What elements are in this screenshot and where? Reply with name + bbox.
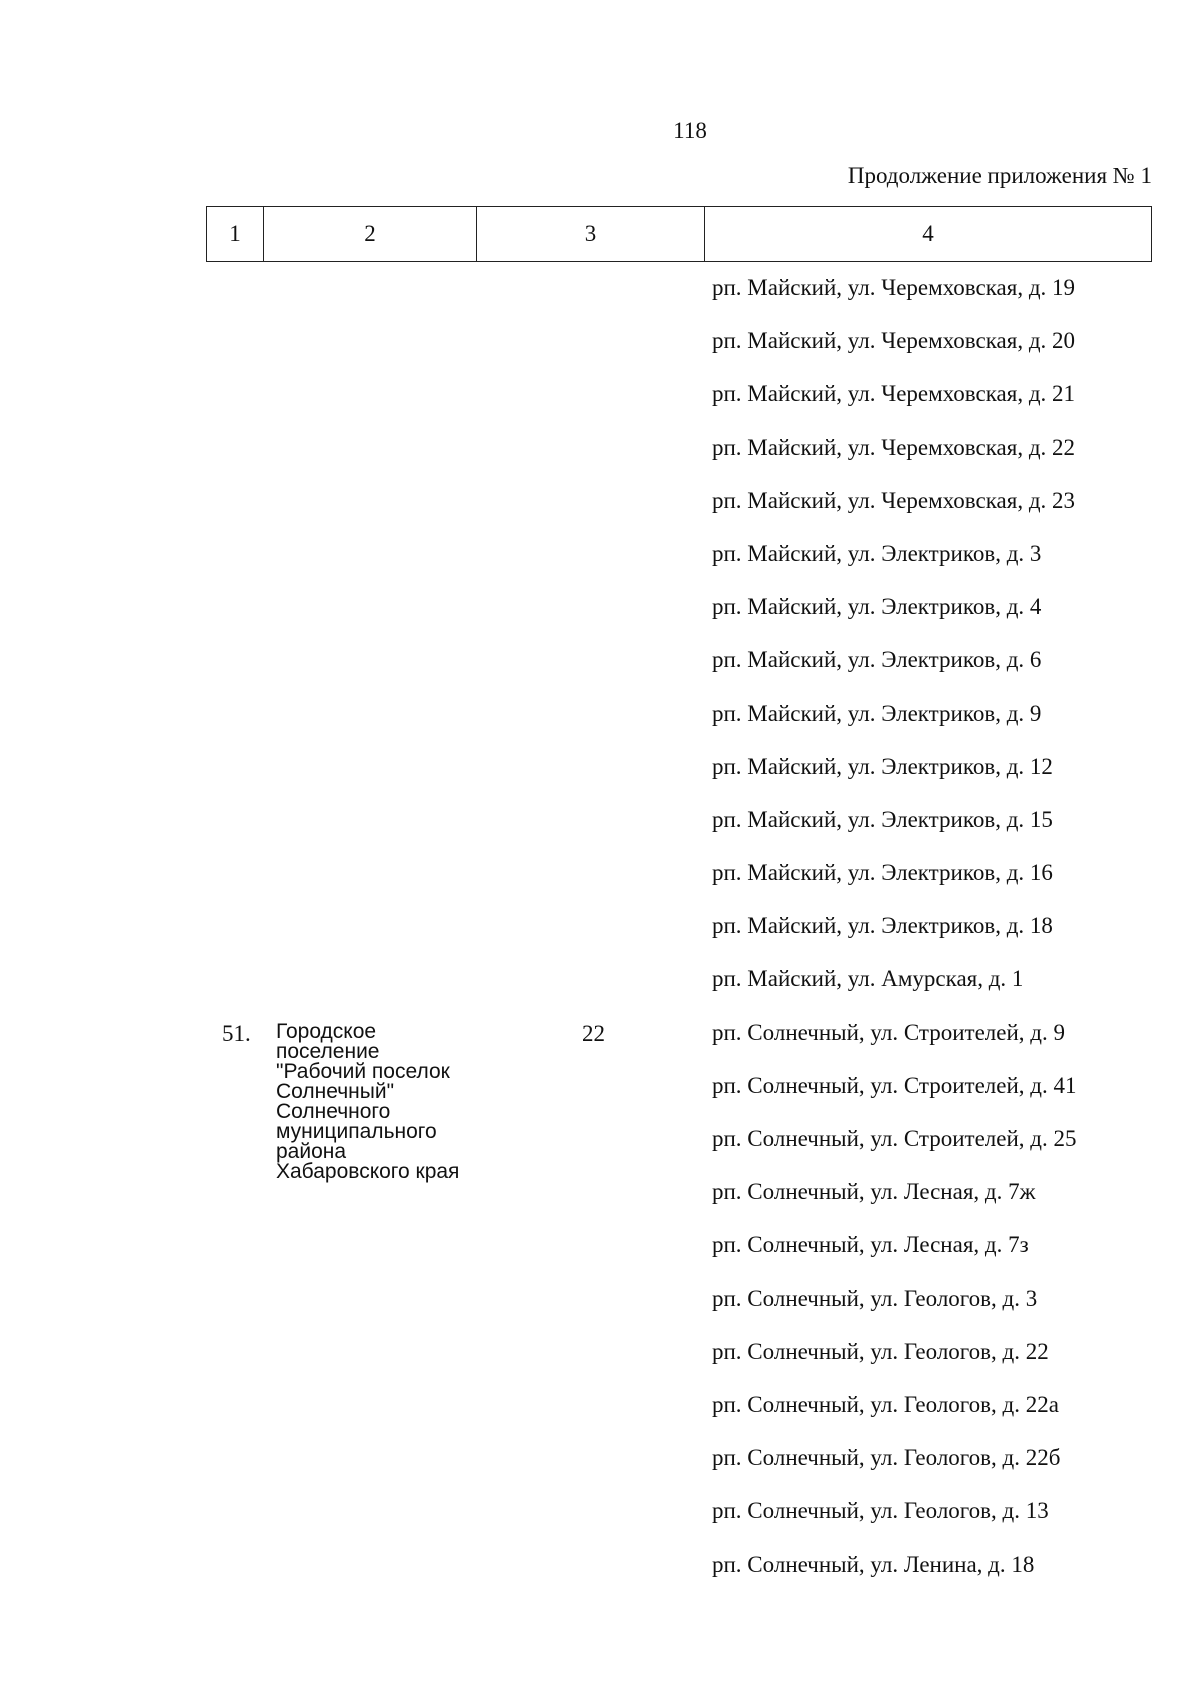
address-item: рп. Майский, ул. Электриков, д. 15: [712, 806, 1053, 832]
address-list: [712, 273, 1077, 1603]
address-item: рп. Майский, ул. Электриков, д. 6: [712, 647, 1042, 673]
continuation-title: Продолжение приложения № 1: [847, 163, 1152, 188]
column-header-3: 3: [477, 207, 705, 262]
address-item: рп. Солнечный, ул. Геологов, д. 22а: [712, 1391, 1059, 1417]
address-item: рп. Майский, ул. Электриков, д. 12: [712, 753, 1053, 779]
column-header-2: 2: [264, 207, 477, 262]
address-item: рп. Солнечный, ул. Строителей, д. 41: [712, 1072, 1077, 1098]
column-header-row: [207, 207, 1152, 262]
address-item: рп. Солнечный, ул. Строителей, д. 9: [712, 1019, 1066, 1045]
address-item: рп. Майский, ул. Черемховская, д. 22: [712, 434, 1076, 460]
address-item: рп. Солнечный, ул. Геологов, д. 13: [712, 1498, 1049, 1524]
address-item: рп. Солнечный, ул. Строителей, д. 25: [712, 1126, 1077, 1151]
address-item: рп. Солнечный, ул. Ленина, д. 18: [712, 1551, 1035, 1577]
address-item: рп. Майский, ул. Электриков, д. 3: [712, 540, 1042, 566]
address-item: рп. Майский, ул. Электриков, д. 9: [712, 700, 1042, 726]
column-header-table: [206, 206, 1152, 262]
column-header-4: 4: [705, 207, 1152, 262]
address-item: рп. Солнечный, ул. Геологов, д. 22: [712, 1338, 1049, 1364]
page-number: 118: [673, 118, 707, 143]
address-item: рп. Солнечный, ул. Лесная, д. 7ж: [712, 1179, 1036, 1205]
address-item: рп. Майский, ул. Черемховская, д. 21: [712, 381, 1076, 407]
address-item: рп. Майский, ул. Электриков, д. 4: [712, 594, 1042, 620]
address-item: рп. Майский, ул. Черемховская, д. 23: [712, 487, 1076, 513]
address-item: рп. Солнечный, ул. Геологов, д. 3: [712, 1285, 1038, 1311]
address-item: рп. Майский, ул. Амурская, д. 1: [712, 966, 1024, 992]
entry-settlement-name: Городское поселение "Рабочий поселок Солнечный" Солнечного муниципального района Хабаровского края: [276, 1020, 460, 1183]
address-item: рп. Солнечный, ул. Лесная, д. 7з: [712, 1232, 1029, 1258]
address-item: рп. Солнечный, ул. Геологов, д. 22б: [712, 1445, 1061, 1471]
address-item: рп. Майский, ул. Черемховская, д. 20: [712, 328, 1076, 354]
address-item: рп. Майский, ул. Электриков, д. 18: [712, 913, 1053, 939]
address-item: рп. Майский, ул. Электриков, д. 16: [712, 860, 1053, 886]
entry-number: 51.: [222, 1021, 251, 1046]
address-item: рп. Майский, ул. Черемховская, д. 19: [712, 275, 1076, 300]
entry-count: 22: [582, 1021, 605, 1046]
column-header-1: 1: [207, 207, 264, 262]
